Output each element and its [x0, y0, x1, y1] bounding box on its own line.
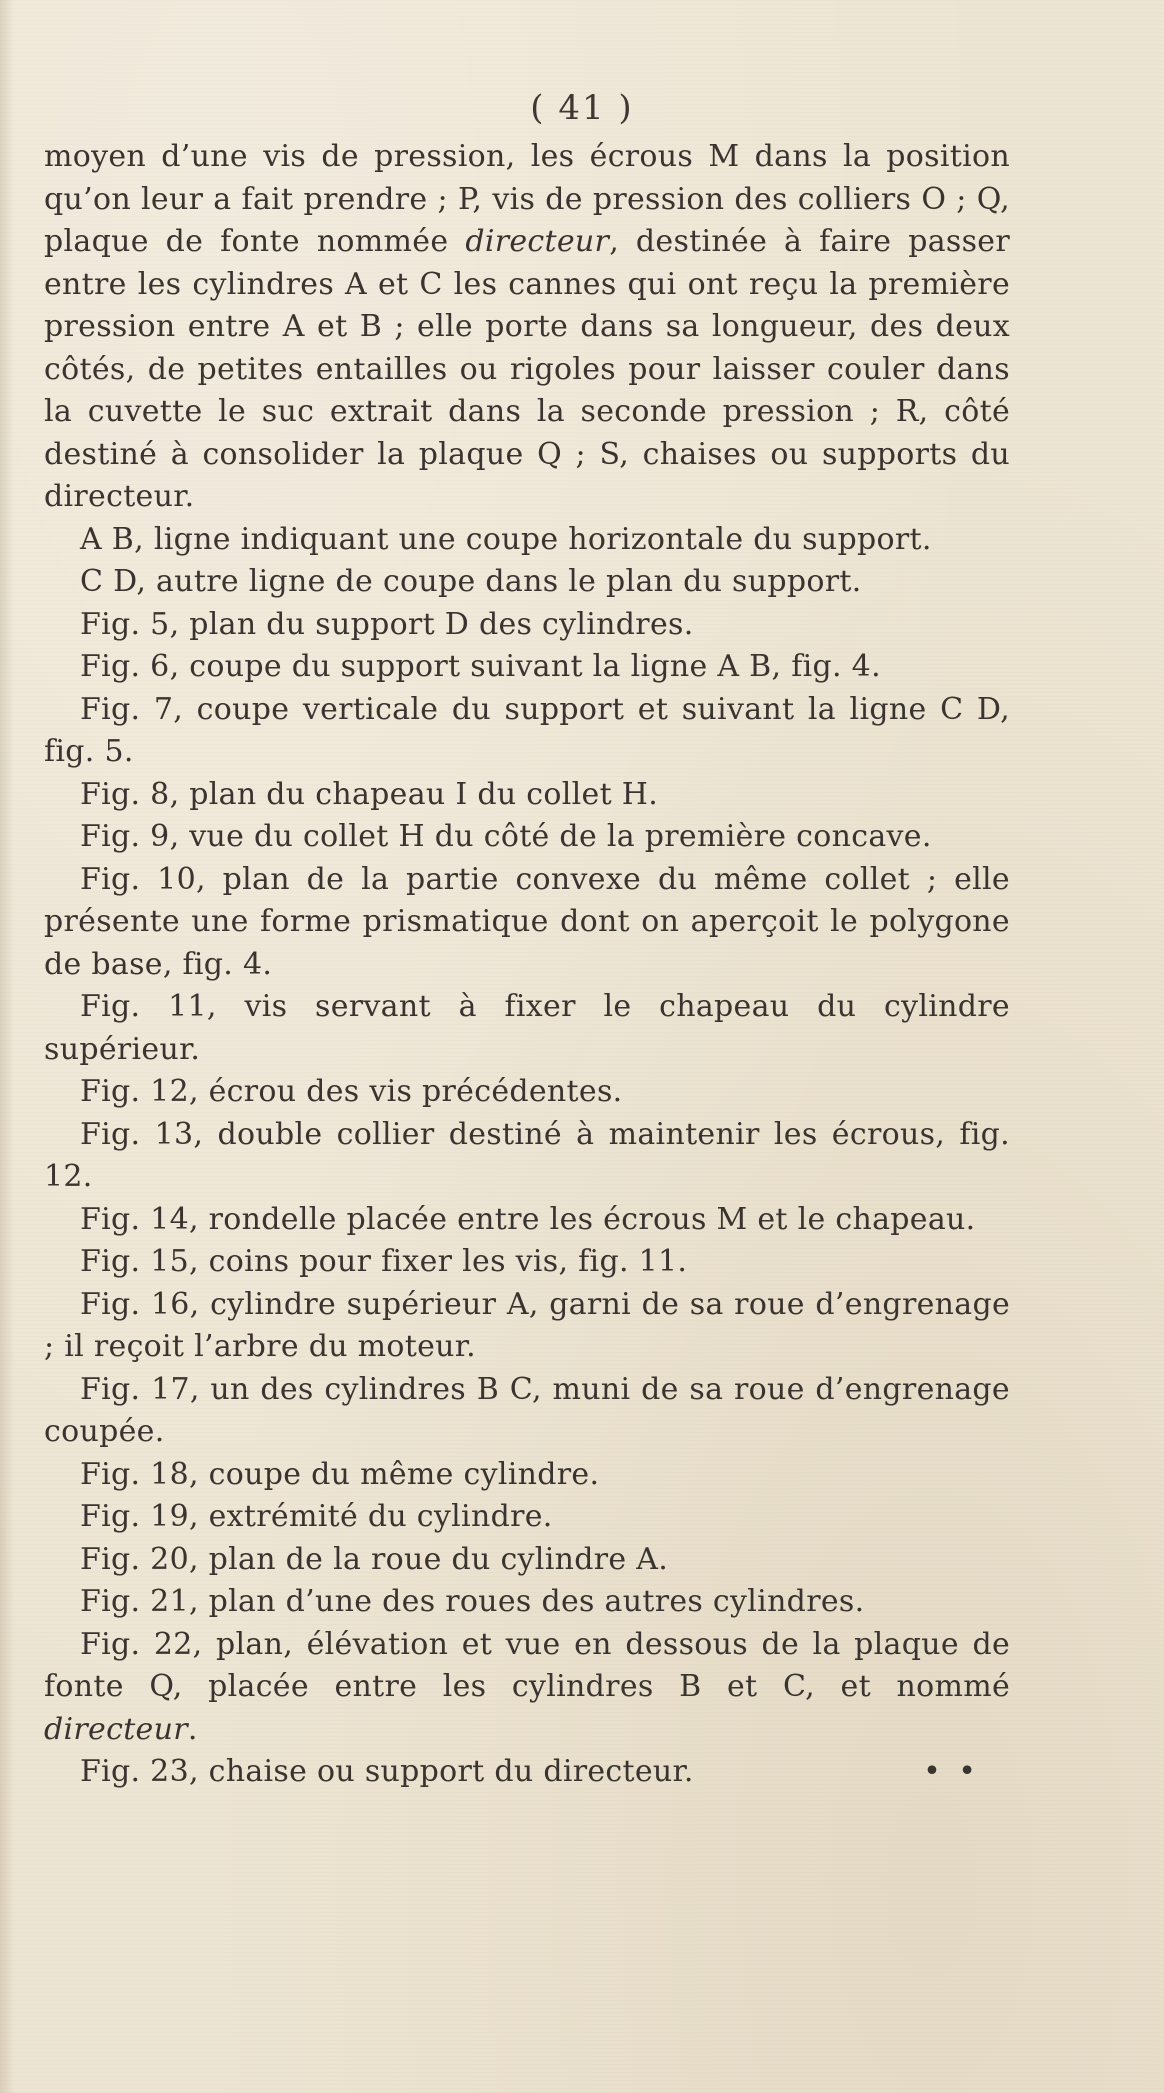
text-run: Fig. 5, plan du support D des cylindres. [80, 606, 694, 642]
paragraph [44, 1199, 1010, 1242]
paragraph [44, 1114, 1010, 1199]
text-run: Fig. 19, extrémité du cylindre. [80, 1499, 553, 1534]
text-run: Fig. 17, un des cylindres B C, muni de sa roue d’engrenage coupée. [44, 1371, 1010, 1449]
text-run: . [187, 1711, 198, 1747]
paragraph [44, 816, 1010, 859]
paragraph [44, 1581, 1010, 1624]
text-run: Fig. 14, rondelle placée entre les écrous M et le chapeau. [80, 1201, 976, 1237]
text-run: Fig. 6, coupe du support suivant la ligne A B, fig. 4. [80, 649, 881, 684]
text-run: C D, autre ligne de coupe dans le plan du support. [80, 564, 862, 599]
text-run: Fig. 7, coupe verticale du support et suivant la ligne C D, fig. 5. [44, 691, 1010, 769]
text-run: Fig. 9, vue du collet H du côté de la première concave. [80, 819, 932, 854]
paragraph [44, 646, 1010, 689]
text-run: A B, ligne indiquant une coupe horizontale du support. [80, 521, 932, 557]
italic-term: directeur [44, 1711, 188, 1747]
paragraph [44, 1369, 1010, 1454]
paragraph [44, 1496, 1010, 1539]
paragraph [44, 1539, 1010, 1582]
text-run: Fig. 22, plan, élévation et vue en dessous de la plaque de fonte Q, placée entre les cylindres B et C, et nommé [44, 1626, 1010, 1704]
paragraph [44, 1454, 1010, 1497]
paragraph [44, 689, 1010, 774]
text-run: Fig. 16, cylindre supérieur A, garni de sa roue d’engrenage ; il reçoit l’arbre du moteur. [44, 1286, 1010, 1364]
text-run: Fig. 13, double collier destiné à maintenir les écrous, fig. 12. [44, 1116, 1010, 1194]
text-run: Fig. 15, coins pour fixer les vis, fig. 11. [80, 1244, 688, 1279]
text-run: , destinée à faire passer entre les cylindres A et C les cannes qui ont reçu la première pression entre A et B ; elle porte dans sa longueur, des deux côtés, de petites entailles ou rigoles pour laisser couler dans la cuvette le suc extrait dans la seconde pression ; R, côté destiné à consolider la plaque Q ; S, chaises ou supports du directeur. [44, 224, 1010, 514]
page-number: ( 41 ) [530, 88, 634, 128]
text-run: Fig. 18, coupe du même cylindre. [80, 1456, 600, 1492]
paragraph [44, 561, 1010, 604]
text-run: Fig. 11, vis servant à fixer le chapeau du cylindre supérieur. [44, 989, 1010, 1067]
italic-term: directeur [465, 224, 610, 259]
text-run: Fig. 8, plan du chapeau I du collet H. [80, 776, 659, 812]
paragraph [44, 1284, 1010, 1369]
page-gutter-shadow [0, 0, 14, 2093]
text-run: Fig. 20, plan de la roue du cylindre A. [80, 1541, 669, 1577]
text-run: Fig. 12, écrou des vis précédentes. [80, 1074, 623, 1109]
paragraph [44, 136, 1010, 519]
end-ornament: • • [923, 1754, 980, 1789]
paragraph [44, 1241, 1010, 1284]
paragraph [44, 1624, 1010, 1752]
text-run: moyen d’une vis de pression, les écrous M dans la position qu’on leur a fait prendre ; P, vis de pression des colliers O ; Q, plaque de fonte nommée [44, 139, 1010, 259]
text-run: Fig. 10, plan de la partie convexe du même collet ; elle présente une forme prismatique dont on aperçoit le polygone de base, fig. 4. [44, 861, 1010, 982]
paragraph [44, 519, 1010, 562]
paragraph [44, 774, 1010, 817]
paragraph [44, 604, 1010, 647]
paragraph [44, 986, 1010, 1071]
body-text [44, 136, 1010, 1794]
paragraph [44, 1071, 1010, 1114]
text-run: Fig. 21, plan d’une des roues des autres cylindres. [80, 1584, 865, 1619]
paragraph [44, 1751, 1010, 1794]
text-run: Fig. 23, chaise ou support du directeur. [80, 1754, 694, 1789]
paragraph [44, 859, 1010, 987]
